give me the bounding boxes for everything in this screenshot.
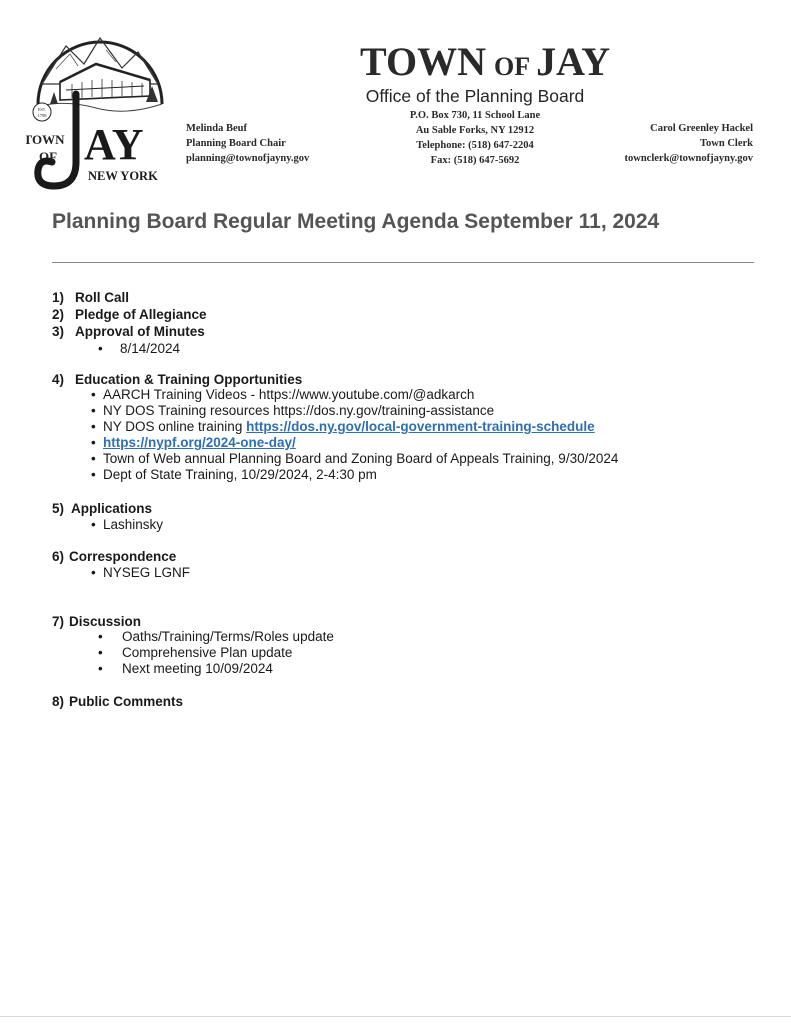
agenda-item-applications <box>52 501 152 516</box>
svg-text:1798: 1798 <box>37 113 47 118</box>
agenda-item-public-comments <box>52 694 183 709</box>
town-title <box>360 38 611 85</box>
chair-contact <box>186 121 346 166</box>
minutes-date: 8/14/2024 <box>120 341 181 356</box>
education-nypf <box>91 435 296 450</box>
item-label: Approval of Minutes <box>75 324 205 339</box>
bullet: • <box>91 517 96 532</box>
clerk-role: Town Clerk <box>700 138 753 149</box>
page-edge <box>0 1016 791 1017</box>
svg-text:OF: OF <box>38 149 58 164</box>
item-label: Roll Call <box>75 290 130 305</box>
education-text: Town of Web annual Planning Board and Zoning Board of Appeals Training, 9/30/2024 <box>103 451 619 466</box>
application-name: Lashinsky <box>103 517 164 532</box>
discussion-text: Oaths/Training/Terms/Roles update <box>122 629 334 644</box>
bullet: • <box>91 403 96 418</box>
divider <box>52 262 754 263</box>
education-web-training <box>91 451 618 466</box>
discussion-text: Next meeting 10/09/2024 <box>122 661 273 676</box>
discussion-item <box>98 661 273 676</box>
clerk-contact <box>560 121 753 166</box>
item-number: 5) <box>52 501 65 516</box>
education-dos-training <box>91 467 377 482</box>
bullet: • <box>91 435 96 450</box>
item-number: 7) <box>52 614 65 629</box>
correspondence-text: NYSEG LGNF <box>103 565 191 580</box>
agenda-title: Planning Board Regular Meeting Agenda September 11, 2024 <box>52 210 660 233</box>
agenda-item-minutes <box>52 324 205 339</box>
clerk-name: Carol Greenley Hackel <box>650 123 753 134</box>
item-label: Applications <box>71 501 153 516</box>
agenda-item-education <box>52 372 302 387</box>
application-item <box>91 517 163 532</box>
svg-text:AY: AY <box>84 120 144 169</box>
bullet: • <box>98 661 103 676</box>
education-nydos-online <box>91 419 595 434</box>
agenda-item-roll-call <box>52 290 129 305</box>
item-number: 2) <box>52 307 65 322</box>
bullet: • <box>91 419 96 434</box>
item-label: Discussion <box>69 614 142 629</box>
item-label: Correspondence <box>69 549 177 564</box>
bullet: • <box>91 565 96 580</box>
agenda-item-discussion <box>52 614 141 629</box>
education-aarch <box>91 387 474 402</box>
address-line1: P.O. Box 730, 11 School Lane <box>409 110 541 121</box>
town-of-jay-logo <box>26 24 176 194</box>
discussion-item <box>98 645 292 660</box>
address-line2: Au Sable Forks, NY 12912 <box>415 125 535 136</box>
title-of: OF <box>493 52 531 81</box>
item-number: 4) <box>52 372 65 387</box>
education-text: Dept of State Training, 10/29/2024, 2-4:30 pm <box>103 467 377 482</box>
bullet: • <box>98 645 103 660</box>
item-number: 3) <box>52 324 65 339</box>
item-number: 1) <box>52 290 65 305</box>
item-label: Education & Training Opportunities <box>75 372 303 387</box>
bullet: • <box>91 387 96 402</box>
bullet: • <box>91 451 96 466</box>
bullet: • <box>98 341 103 356</box>
education-text: NY DOS online training <box>103 419 247 434</box>
clerk-email[interactable]: townclerk@townofjayny.gov <box>624 153 753 164</box>
agenda-item-correspondence <box>52 549 176 564</box>
agenda-item-pledge <box>52 307 207 322</box>
telephone: Telephone: (518) 647-2204 <box>416 140 534 151</box>
nydos-online-link[interactable]: https://dos.ny.gov/local-government-training-schedule <box>246 419 595 434</box>
nypf-link[interactable]: https://nypf.org/2024-one-day/ <box>103 435 296 450</box>
svg-text:TOWN: TOWN <box>26 132 65 147</box>
discussion-text: Comprehensive Plan update <box>122 645 293 660</box>
office-name: Office of the Planning Board <box>365 86 585 106</box>
education-nydos-resources <box>91 403 494 418</box>
discussion-item <box>98 629 334 644</box>
fax: Fax: (518) 647-5692 <box>430 155 520 166</box>
education-text: NY DOS Training resources https://dos.ny.gov/training-assistance <box>103 403 495 418</box>
chair-name: Melinda Beuf <box>186 123 247 134</box>
item-label: Public Comments <box>69 694 184 709</box>
item-label: Pledge of Allegiance <box>75 307 207 322</box>
title-jay: JAY <box>536 39 611 84</box>
item-number: 8) <box>52 694 65 709</box>
education-text: AARCH Training Videos - https://www.youtube.com/@adkarch <box>103 387 475 402</box>
chair-email[interactable]: planning@townofjayny.gov <box>186 153 310 164</box>
minutes-item <box>98 341 180 356</box>
bullet: • <box>98 629 103 644</box>
svg-text:NEW YORK: NEW YORK <box>88 169 158 183</box>
correspondence-item <box>91 565 190 580</box>
item-number: 6) <box>52 549 65 564</box>
svg-text:EST.: EST. <box>38 107 46 112</box>
title-town: TOWN <box>360 39 486 84</box>
chair-role: Planning Board Chair <box>186 138 286 149</box>
bullet: • <box>91 467 96 482</box>
